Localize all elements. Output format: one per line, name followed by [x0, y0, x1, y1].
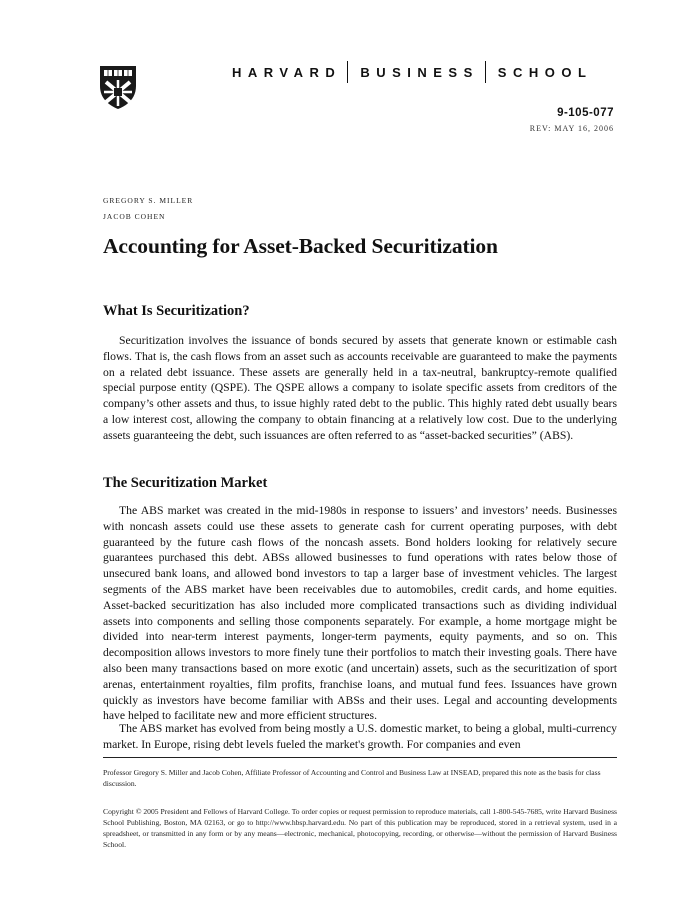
body-paragraph: Securitization involves the issuance of bonds secured by assets that generate known or estimable cash flows. That is, the cash flows from an asset such as accounts receivable are guaranteed to make the payments on a related debt issuance. These assets are generally held in a tax-neutral, bankruptcy-remote qualified special purpose entity (QSPE). The QSPE allows a company to isolate specific assets from creditors of the company’s other assets and thus, to issue highly rated debt to the public. This highly rated debt usually bears a low interest cost, allowing the company to obtain financing at a relatively low cost. Due to the underlying assets guaranteeing the debt, such issuances are often referred to as “asset-backed securities” (ABS).	[103, 334, 617, 442]
author-name: JACOB COHEN	[103, 212, 166, 221]
copyright-notice: Copyright © 2005 President and Fellows of Harvard College. To order copies or request permission to reproduce materials, call 1-800-545-7685, write Harvard Business School Publishing, Boston, MA 02163, or go to http://www.hbsp.harvard.edu. No part of this publication may be reproduced, stored in a retrieval system, used in a spreadsheet, or transmitted in any form or by any means—electronic, mechanical, photocopying, recording, or otherwise—without the permission of Harvard Business School.	[103, 807, 617, 849]
footnote: Professor Gregory S. Miller and Jacob Cohen, Affiliate Professor of Accounting and Control and Business Law at INSEAD, prepared this note as the basis for class discussion.	[103, 768, 601, 788]
document-title: Accounting for Asset-Backed Securitization	[103, 234, 498, 258]
harvard-shield-logo	[98, 64, 138, 110]
section-heading: The Securitization Market	[103, 475, 268, 491]
document-number: 9-105-077	[557, 107, 614, 119]
school-name-harvard: HARVARD	[232, 64, 342, 80]
footnote-divider	[103, 757, 617, 758]
school-name-school: SCHOOL	[497, 64, 593, 80]
author-name: GREGORY S. MILLER	[103, 196, 194, 205]
body-paragraph: The ABS market was created in the mid-1980s in response to issuers’ and investors’ needs. Businesses with noncash assets could use these assets to generate cash for current operating purposes, with debt guaranteed by the future cash flows of the noncash assets. Bond holders looking for relatively secure guarantees purchased this debt. ABSs allowed businesses to fund operations with rates below those of unsecured bank loans, and allowed bond investors to tap a larger base of investment vehicles. The largest segments of the ABS market have been receivables due to automobiles, credit cards, and home equities. Asset-backed securitization has also included more complicated transactions such as dividing individual assets into components and selling those components separately. For example, a home mortgage might be divided into near-term interest payments, longer-term payments, equity payments, and so on. This decomposition allows investors to more finely tune their portfolios to match their investing goals. There have also been many transactions based on more exotic (and uncertain) assets, such as the securitization of sport arenas, entertainment royalties, film profits, franchise loans, and mutual fund fees. Issuances have grown quickly as investors have become familiar with ABSs and their uses. Legal and accounting developments have helped to facilitate new and more efficient structures.	[103, 504, 617, 723]
header-divider	[485, 61, 486, 83]
revision-date: REV: MAY 16, 2006	[529, 124, 614, 133]
school-name-header	[232, 61, 592, 83]
section-heading: What Is Securitization?	[103, 303, 250, 319]
body-paragraph: The ABS market has evolved from being mostly a U.S. domestic market, to being a global, multi-currency market. In Europe, rising debt levels fueled the market's growth. For companies and even	[103, 722, 617, 751]
header-divider	[347, 61, 348, 83]
school-name-business: BUSINESS	[360, 64, 479, 80]
